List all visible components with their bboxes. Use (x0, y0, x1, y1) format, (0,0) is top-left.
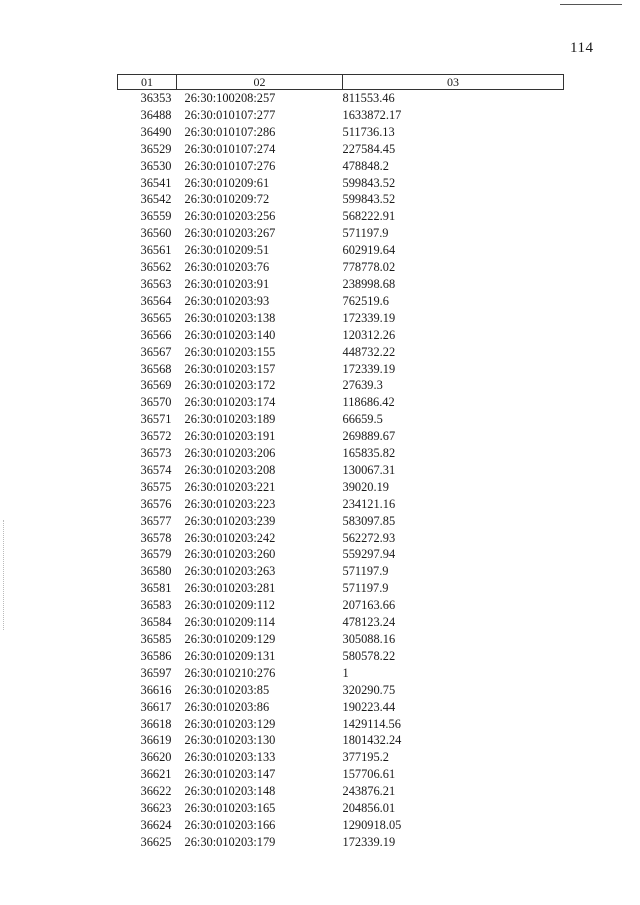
cadastral-number-cell: 26:30:010203:166 (184, 817, 276, 832)
row-id-cell: 36563 (140, 276, 172, 291)
value-cell: 157706.61 (342, 767, 396, 782)
table-row (118, 479, 564, 496)
cadastral-number-cell: 26:30:010203:260 (184, 547, 276, 562)
cadastral-number-cell: 26:30:010209:72 (184, 192, 270, 207)
cadastral-number-cell: 26:30:010210:276 (184, 665, 276, 680)
cadastral-number-cell: 26:30:010203:208 (184, 462, 276, 477)
value-cell: 762519.6 (342, 293, 389, 308)
row-id-cell: 36574 (140, 462, 172, 477)
cadastral-number-cell: 26:30:010203:179 (184, 834, 276, 849)
value-cell: 172339.19 (342, 361, 396, 376)
cadastral-number-cell: 26:30:010107:274 (184, 141, 276, 156)
column-header-03: 03 (343, 75, 564, 90)
cadastral-number-cell: 26:30:010203:189 (184, 412, 276, 427)
column-header-01: 01 (118, 75, 177, 90)
value-cell: 130067.31 (342, 462, 396, 477)
cadastral-number-cell: 26:30:010203:155 (184, 344, 276, 359)
value-cell: 1429114.56 (342, 716, 401, 731)
row-id-cell: 36541 (140, 175, 172, 190)
table-row (118, 242, 564, 259)
row-id-cell: 36488 (140, 107, 172, 122)
table-row (118, 394, 564, 411)
row-id-cell: 36577 (140, 513, 172, 528)
row-id-cell: 36620 (140, 750, 172, 765)
cadastral-number-cell: 26:30:010209:131 (184, 648, 276, 663)
row-id-cell: 36566 (140, 327, 172, 342)
page-number: 114 (570, 40, 594, 56)
value-cell: 478848.2 (342, 158, 389, 173)
cadastral-number-cell: 26:30:010203:174 (184, 395, 276, 410)
value-cell: 190223.44 (342, 699, 396, 714)
row-id-cell: 36565 (140, 310, 172, 325)
table-row (118, 377, 564, 394)
table-row (118, 732, 564, 749)
value-cell: 811553.46 (342, 91, 395, 105)
cadastral-number-cell: 26:30:010203:138 (184, 310, 276, 325)
value-cell: 377195.2 (342, 750, 389, 765)
table-row (118, 276, 564, 293)
row-id-cell: 36571 (140, 412, 172, 427)
table-row (118, 699, 564, 716)
row-id-cell: 36616 (140, 682, 172, 697)
table-row (118, 631, 564, 648)
value-cell: 559297.94 (342, 547, 396, 562)
row-id-cell: 36490 (140, 124, 172, 139)
value-cell: 320290.75 (342, 682, 396, 697)
value-cell: 172339.19 (342, 834, 396, 849)
cadastral-number-cell: 26:30:010209:129 (184, 632, 276, 646)
value-cell: 207163.66 (342, 598, 396, 613)
table-row (118, 462, 564, 479)
table-row (118, 597, 564, 614)
cadastral-number-cell: 26:30:010203:223 (184, 496, 276, 511)
row-id-cell: 36625 (140, 834, 172, 849)
value-cell: 571197.9 (342, 564, 389, 579)
cadastral-number-cell: 26:30:010203:140 (184, 327, 276, 342)
cadastral-number-cell: 26:30:010203:86 (184, 699, 270, 714)
data-table (117, 74, 564, 851)
cadastral-number-cell: 26:30:010203:76 (184, 260, 270, 275)
row-id-cell: 36580 (140, 564, 172, 579)
table-body (118, 90, 564, 851)
row-id-cell: 36583 (140, 598, 172, 613)
value-cell: 1801432.24 (342, 733, 402, 748)
table-row (118, 546, 564, 563)
row-id-cell: 36597 (140, 665, 172, 680)
table-row (118, 344, 564, 361)
cadastral-number-cell: 26:30:010203:221 (184, 479, 276, 494)
cadastral-number-cell: 26:30:010203:91 (184, 276, 270, 291)
value-cell: 66659.5 (342, 412, 383, 427)
table-row (118, 361, 564, 378)
value-cell: 599843.52 (342, 192, 396, 207)
cadastral-number-cell: 26:30:010203:85 (184, 682, 270, 697)
table-row (118, 563, 564, 580)
value-cell: 1290918.05 (342, 817, 402, 832)
scan-margin-specks (3, 520, 6, 630)
value-cell: 778778.02 (342, 260, 396, 275)
row-id-cell: 36581 (140, 581, 172, 596)
table-row (118, 175, 564, 192)
table-row (118, 682, 564, 699)
cadastral-number-cell: 26:30:010203:129 (184, 716, 276, 731)
table-row (118, 191, 564, 208)
table-row (118, 158, 564, 175)
table-row (118, 445, 564, 462)
value-cell: 580578.22 (342, 648, 396, 663)
table-row (118, 749, 564, 766)
value-cell: 234121.16 (342, 496, 396, 511)
cadastral-number-cell: 26:30:010107:277 (184, 107, 276, 122)
cadastral-number-cell: 26:30:010107:276 (184, 158, 276, 173)
table-row (118, 648, 564, 665)
value-cell: 305088.16 (342, 632, 396, 646)
table-row (118, 783, 564, 800)
table-row (118, 327, 564, 344)
row-id-cell: 36569 (140, 378, 172, 393)
row-id-cell: 36575 (140, 479, 172, 494)
top-rule (560, 4, 622, 5)
row-id-cell: 36572 (140, 429, 172, 444)
value-cell: 120312.26 (342, 327, 396, 342)
table-row (118, 90, 564, 107)
cadastral-number-cell: 26:30:010203:191 (184, 429, 276, 444)
cadastral-number-cell: 26:30:010203:256 (184, 209, 276, 224)
cadastral-number-cell: 26:30:010203:239 (184, 513, 276, 528)
value-cell: 165835.82 (342, 446, 396, 461)
row-id-cell: 36578 (140, 530, 172, 545)
row-id-cell: 36621 (140, 767, 172, 782)
cadastral-number-cell: 26:30:010203:165 (184, 801, 276, 816)
value-cell: 602919.64 (342, 243, 396, 258)
value-cell: 172339.19 (342, 310, 396, 325)
header-row (118, 75, 564, 90)
value-cell: 448732.22 (342, 344, 396, 359)
value-cell: 511736.13 (342, 124, 395, 139)
value-cell: 478123.24 (342, 615, 396, 630)
row-id-cell: 36564 (140, 293, 172, 308)
table-row (118, 310, 564, 327)
value-cell: 243876.21 (342, 784, 396, 799)
row-id-cell: 36567 (140, 344, 172, 359)
table-row (118, 496, 564, 513)
cadastral-number-cell: 26:30:010203:147 (184, 767, 276, 782)
table-row (118, 834, 564, 851)
value-cell: 583097.85 (342, 513, 396, 528)
cadastral-number-cell: 26:30:010203:130 (184, 733, 276, 748)
cadastral-number-cell: 26:30:010203:281 (184, 581, 276, 596)
table-row (118, 225, 564, 242)
cadastral-number-cell: 26:30:010203:242 (184, 530, 276, 545)
value-cell: 204856.01 (342, 801, 396, 816)
row-id-cell: 36576 (140, 496, 172, 511)
value-cell: 269889.67 (342, 429, 396, 444)
row-id-cell: 36529 (140, 141, 172, 156)
table-row (118, 766, 564, 783)
value-cell: 571197.9 (342, 581, 389, 596)
table-row (118, 530, 564, 547)
table-row (118, 141, 564, 158)
value-cell: 238998.68 (342, 276, 396, 291)
table-row (118, 614, 564, 631)
row-id-cell: 36560 (140, 226, 172, 241)
cadastral-number-cell: 26:30:010203:93 (184, 293, 270, 308)
row-id-cell: 36617 (140, 699, 172, 714)
table-row (118, 259, 564, 276)
table-row (118, 428, 564, 445)
value-cell: 118686.42 (342, 395, 395, 410)
value-cell: 227584.45 (342, 141, 396, 156)
cadastral-number-cell: 26:30:010203:157 (184, 361, 276, 376)
table-row (118, 513, 564, 530)
table-row (118, 716, 564, 733)
value-cell: 39020.19 (342, 479, 389, 494)
row-id-cell: 36559 (140, 209, 172, 224)
value-cell: 599843.52 (342, 175, 396, 190)
row-id-cell: 36561 (140, 243, 172, 258)
value-cell: 1 (342, 665, 349, 680)
row-id-cell: 36623 (140, 801, 172, 816)
row-id-cell: 36619 (140, 733, 172, 748)
cadastral-number-cell: 26:30:010203:267 (184, 226, 276, 241)
value-cell: 27639.3 (342, 378, 383, 393)
table-row (118, 293, 564, 310)
table-row (118, 411, 564, 428)
cadastral-number-cell: 26:30:010209:112 (184, 598, 275, 613)
row-id-cell: 36542 (140, 192, 172, 207)
row-id-cell: 36624 (140, 817, 172, 832)
row-id-cell: 36586 (140, 648, 172, 663)
row-id-cell: 36573 (140, 446, 172, 461)
table-header (118, 75, 564, 90)
column-header-02: 02 (177, 75, 343, 90)
cadastral-number-cell: 26:30:010203:133 (184, 750, 276, 765)
cadastral-number-cell: 26:30:010209:51 (184, 243, 270, 258)
value-cell: 571197.9 (342, 226, 389, 241)
table-row (118, 817, 564, 834)
value-cell: 568222.91 (342, 209, 396, 224)
row-id-cell: 36584 (140, 615, 172, 630)
cadastral-number-cell: 26:30:010209:114 (184, 615, 275, 630)
row-id-cell: 36622 (140, 784, 172, 799)
row-id-cell: 36570 (140, 395, 172, 410)
row-id-cell: 36585 (140, 632, 172, 646)
cadastral-number-cell: 26:30:010107:286 (184, 124, 276, 139)
table-row (118, 124, 564, 141)
row-id-cell: 36618 (140, 716, 172, 731)
table-row (118, 800, 564, 817)
value-cell: 1633872.17 (342, 107, 402, 122)
row-id-cell: 36579 (140, 547, 172, 562)
table-row (118, 665, 564, 682)
cadastral-number-cell: 26:30:100208:257 (184, 91, 276, 105)
cadastral-number-cell: 26:30:010203:148 (184, 784, 276, 799)
cadastral-number-cell: 26:30:010203:172 (184, 378, 276, 393)
cadastral-number-cell: 26:30:010203:206 (184, 446, 276, 461)
row-id-cell: 36353 (140, 91, 172, 105)
table-row (118, 208, 564, 225)
cadastral-number-cell: 26:30:010203:263 (184, 564, 276, 579)
row-id-cell: 36530 (140, 158, 172, 173)
value-cell: 562272.93 (342, 530, 396, 545)
cadastral-number-cell: 26:30:010209:61 (184, 175, 270, 190)
row-id-cell: 36568 (140, 361, 172, 376)
table-row (118, 580, 564, 597)
table-row (118, 107, 564, 124)
row-id-cell: 36562 (140, 260, 172, 275)
